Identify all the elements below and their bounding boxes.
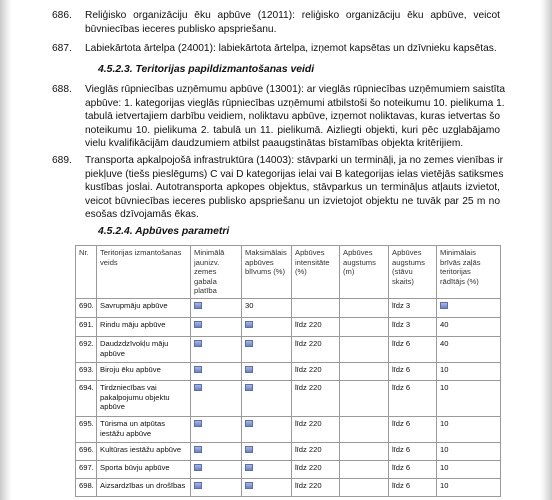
paragraph-line: piekļuve (tiešs pieslēgums) C vai D kategorijas ielai vai B kategorijas ielas vietējās satiksmes: [85, 168, 504, 180]
table-cell: līdz 220: [292, 416, 340, 442]
image-placeholder-icon: [245, 446, 253, 453]
table-cell: [191, 478, 242, 496]
paragraph-line: kustības joslai. Autotransporta apkopes objektus, stāvparkus un termināļus atļauts izvietot,: [85, 182, 500, 194]
table-cell: [242, 380, 292, 416]
image-placeholder-icon: [245, 366, 253, 373]
table-body: [76, 298, 501, 496]
paragraph-line: vielu kvalifikācijām daudzumiem atbilst paaugstinātas bīstamības objekta kritērijiem.: [85, 138, 464, 150]
table-cell: [191, 380, 242, 416]
paragraph-number: 689.: [52, 155, 72, 166]
table-cell: [191, 317, 242, 336]
paragraph-number: 687.: [52, 43, 72, 54]
table-cell: 10: [437, 380, 501, 416]
column-header-min-plot-area: Minimālā jaunizv. zemes gabala platība: [191, 246, 242, 299]
paragraph-line: apbūve: 1. kategorijas vieglās rūpniecības uzņēmumi atbilstoši šo noteikumu 10. pielikuma 1.: [85, 97, 505, 109]
paragraph-line: Transporta apkalpojošā infrastruktūra (14003): stāvparki un termināļi, ja no zemes vienības ir: [85, 155, 504, 166]
page-edge-shadow-right: [540, 0, 552, 500]
table-row: [76, 416, 501, 442]
table-cell: [242, 362, 292, 380]
table-cell: 691.: [76, 317, 97, 336]
table-cell: Daudzdzīvokļu māju apbūve: [97, 336, 191, 362]
table-cell: 690.: [76, 298, 97, 317]
table-cell: [340, 442, 389, 460]
table-cell: [191, 298, 242, 317]
column-header-use-type: Teritorijas izmantošanas veids: [97, 246, 191, 299]
paragraph-688: [52, 83, 505, 151]
table-cell: 10: [437, 478, 501, 496]
image-placeholder-icon: [194, 482, 202, 489]
table-cell: 696.: [76, 442, 97, 460]
table-cell: Rindu māju apbūve: [97, 317, 191, 336]
table-cell: Sporta būvju apbūve: [97, 460, 191, 478]
column-header-intensity: Apbūves intensitāte (%): [292, 246, 340, 299]
paragraph-line: noteikumu 10. pielikuma 2. tabulā un 11. pielikumā. Aizliegti objekti, kuri pēc uzglabājamo: [85, 124, 500, 136]
table-row: [76, 380, 501, 416]
table-cell: 693.: [76, 362, 97, 380]
paragraph-line: esošas dzīvojamās ēkas.: [85, 209, 199, 221]
table-cell: [242, 460, 292, 478]
paragraph-number: 688.: [52, 84, 72, 95]
paragraph-line: tabulā ietvertajiem darbību veidiem, noliktavu apbūve, izņemot noliktavas, kuras ietvertas šo: [85, 111, 501, 123]
column-header-min-green-area: Minimālais brīvās zaļās teritorijas rādītājs (%): [437, 246, 501, 299]
table-cell: 698.: [76, 478, 97, 496]
image-placeholder-icon: [245, 464, 253, 471]
table-cell: 697.: [76, 460, 97, 478]
image-placeholder-icon: [245, 340, 253, 347]
table-cell: līdz 6: [389, 380, 437, 416]
table-cell: līdz 3: [389, 298, 437, 317]
table-cell: līdz 6: [389, 478, 437, 496]
paragraph-689: [52, 154, 504, 222]
image-placeholder-icon: [245, 321, 253, 328]
table-row: [76, 336, 501, 362]
table-cell: līdz 220: [292, 336, 340, 362]
image-placeholder-icon: [245, 420, 253, 427]
table-cell: [340, 478, 389, 496]
table-cell: [191, 362, 242, 380]
table-cell: Aizsardzības un drošības: [97, 478, 191, 496]
table-cell: [340, 298, 389, 317]
table-cell: [437, 298, 501, 317]
paragraph-line: būvniecības ieceres publisko apspriešanu.: [85, 23, 277, 35]
table-cell: [340, 362, 389, 380]
table-cell: [191, 442, 242, 460]
column-header-nr: Nr.: [76, 246, 97, 299]
table-cell: [191, 336, 242, 362]
table-cell: 40: [437, 317, 501, 336]
table-cell: Tirdzniecības vai pakalpojumu objektu apbūve: [97, 380, 191, 416]
image-placeholder-icon: [194, 340, 202, 347]
table-header-row: [76, 246, 501, 299]
paragraph-number: 686.: [52, 10, 72, 21]
table-cell: Biroju ēku apbūve: [97, 362, 191, 380]
image-placeholder-icon: [194, 384, 202, 391]
table-cell: [191, 416, 242, 442]
table-cell: 10: [437, 416, 501, 442]
paragraph-line: Reliģisko organizāciju ēku apbūve (12011): reliģisko organizāciju ēku apbūve, veicot: [85, 10, 500, 21]
table-cell: 10: [437, 362, 501, 380]
image-placeholder-icon: [194, 420, 202, 427]
table-cell: līdz 220: [292, 317, 340, 336]
table-cell: līdz 220: [292, 478, 340, 496]
table-cell: [191, 460, 242, 478]
table-cell: [340, 317, 389, 336]
table-cell: līdz 6: [389, 442, 437, 460]
image-placeholder-icon: [245, 384, 253, 391]
table-cell: [242, 442, 292, 460]
paragraph-line: veicot būvniecības ieceres publisko apspriešanu un izvietojot objektu ne tuvāk par 25 m no: [85, 195, 500, 207]
column-header-height-m: Apbūves augstums (m): [340, 246, 389, 299]
section-heading-supplementary-use: 4.5.2.3. Teritorijas papildizmantošanas veidi: [98, 64, 315, 75]
table-row: [76, 442, 501, 460]
table-row: [76, 362, 501, 380]
image-placeholder-icon: [194, 464, 202, 471]
table-cell: [242, 416, 292, 442]
table-cell: 692.: [76, 336, 97, 362]
section-heading-building-parameters: 4.5.2.4. Apbūves parametri: [98, 226, 230, 237]
table-cell: [242, 336, 292, 362]
image-placeholder-icon: [194, 446, 202, 453]
table-cell: līdz 220: [292, 380, 340, 416]
table-cell: [242, 478, 292, 496]
table-cell: [340, 416, 389, 442]
table-cell: [340, 380, 389, 416]
table-cell: [242, 317, 292, 336]
table-cell: līdz 6: [389, 460, 437, 478]
image-placeholder-icon: [245, 482, 253, 489]
table-cell: līdz 6: [389, 336, 437, 362]
building-parameters-table: [75, 245, 501, 497]
table-cell: Kultūras iestāžu apbūve: [97, 442, 191, 460]
image-placeholder-icon: [194, 321, 202, 328]
table-row: [76, 460, 501, 478]
table-row: [76, 298, 501, 317]
table-cell: [340, 460, 389, 478]
table-cell: līdz 220: [292, 460, 340, 478]
table-row: [76, 317, 501, 336]
table-cell: līdz 6: [389, 362, 437, 380]
image-placeholder-icon: [440, 302, 448, 309]
table-cell: līdz 3: [389, 317, 437, 336]
table-cell: 10: [437, 460, 501, 478]
table-row: [76, 478, 501, 496]
table-cell: līdz 220: [292, 442, 340, 460]
paragraph-line: Vieglās rūpniecības uzņēmumu apbūve (13001): ar vieglās rūpniecības uzņēmumiem saistīta: [85, 84, 505, 95]
image-placeholder-icon: [194, 302, 202, 309]
table-cell: 40: [437, 336, 501, 362]
table-cell: [340, 336, 389, 362]
column-header-height-floors: Apbūves augstums (stāvu skaits): [389, 246, 437, 299]
image-placeholder-icon: [194, 366, 202, 373]
paragraph-686: [52, 9, 500, 36]
table-cell: 30: [242, 298, 292, 317]
table-cell: līdz 220: [292, 362, 340, 380]
column-header-max-density: Maksimālais apbūves blīvums (%): [242, 246, 292, 299]
table-cell: 695.: [76, 416, 97, 442]
table-cell: 10: [437, 442, 501, 460]
table-cell: [292, 298, 340, 317]
paragraph-line: Labiekārtota ārtelpa (24001): labiekārtota ārtelpa, izņemot kapsētas un dzīvnieku kapsētas.: [85, 43, 497, 54]
table-cell: 694.: [76, 380, 97, 416]
table-cell: Savrupmāju apbūve: [97, 298, 191, 317]
table-cell: līdz 6: [389, 416, 437, 442]
paragraph-687: [52, 42, 500, 56]
table-cell: Tūrisma un atpūtas iestāžu apbūve: [97, 416, 191, 442]
page-edge-shadow-left: [0, 0, 12, 500]
